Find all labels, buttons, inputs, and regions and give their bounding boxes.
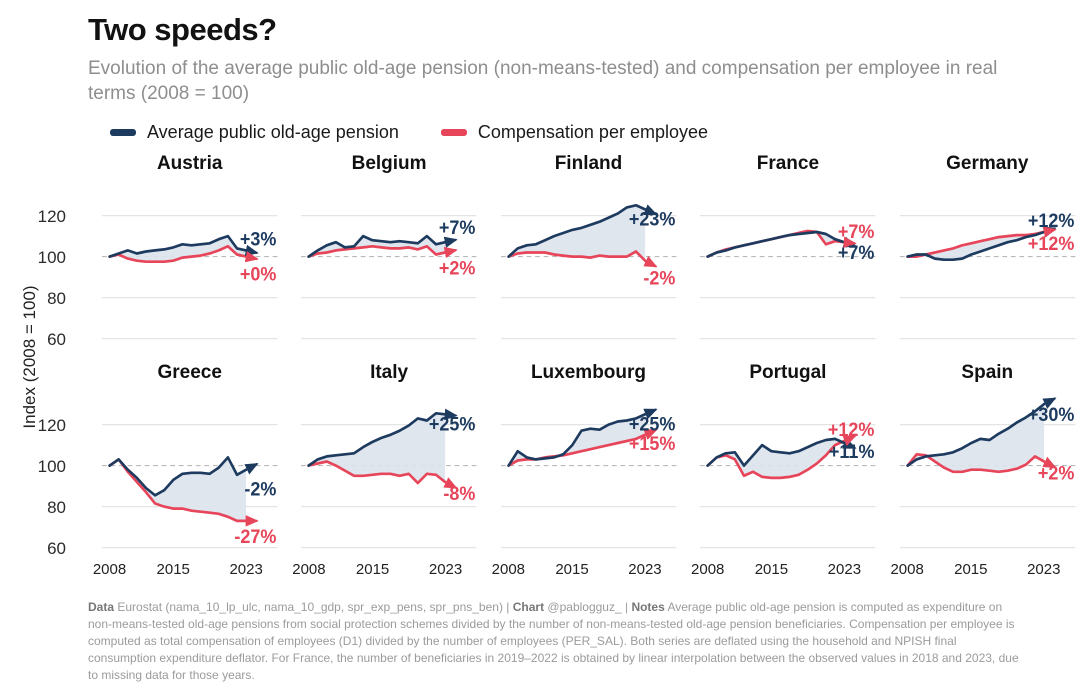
y-tick: 120	[37, 416, 66, 436]
panel-title: Italy	[370, 362, 409, 384]
panel-finland	[501, 153, 676, 346]
source-notes	[88, 599, 1020, 684]
svg-text:-8%: -8%	[443, 482, 476, 505]
chart-row-1	[22, 153, 1075, 350]
svg-text:+15%: +15%	[628, 432, 676, 455]
x-tick: 2015	[954, 561, 988, 579]
x-tick: 2015	[355, 561, 390, 579]
y-tick: 80	[47, 289, 66, 309]
panel-belgium	[301, 153, 476, 346]
x-tick: 2023	[428, 561, 463, 579]
panel-spain	[890, 362, 1075, 585]
svg-text:-2%: -2%	[643, 267, 676, 289]
x-tick: 2015	[156, 561, 190, 579]
svg-text:+12%: +12%	[828, 418, 875, 441]
legend	[110, 122, 1075, 143]
panel-title: Germany	[946, 153, 1029, 175]
x-tick: 2015	[754, 561, 789, 579]
x-tick: 2015	[555, 561, 589, 579]
svg-text:+12%: +12%	[1027, 232, 1075, 255]
panel-title: Luxembourg	[530, 362, 647, 384]
panel-title: Belgium	[351, 153, 427, 175]
footer-notes-text: Average public old-age pension is computed as expenditure on non-means-tested old-age pensions from social protection schemes divided by the number of non-means-tested old-age pension beneficiaries. Compensation per employee is computed as total compensation of employees (D1) divided by the number of employees (PER_SAL). Both series are deflated using the household and NPISH final consumption expenditure deflator. For France, the number of beneficiaries in 2019–2022 is obtained by linear interpolation between the observed values in 2018 and 2023, due to missing data for those years.	[88, 600, 1019, 683]
x-axis-labels	[491, 561, 676, 585]
x-tick: 2008	[292, 561, 326, 579]
svg-text:+12%: +12%	[1027, 209, 1075, 232]
x-tick: 2023	[229, 561, 263, 579]
x-tick: 2008	[691, 561, 725, 579]
svg-text:-27%: -27%	[234, 525, 277, 548]
x-tick: 2023	[827, 561, 862, 579]
x-axis-labels	[890, 561, 1075, 585]
legend-item-compensation	[441, 122, 708, 143]
panel-germany	[900, 153, 1075, 346]
panel-chart-belgium	[301, 191, 476, 346]
panel-austria	[102, 153, 277, 346]
chart-subtitle: Evolution of the average public old-age pension (non-means-tested) and compensation per employee in real terms (2008 = 100)	[88, 58, 998, 105]
svg-text:+7%: +7%	[838, 241, 875, 264]
y-tick: 100	[37, 248, 66, 268]
footer-chart-text: @pablogguz_ |	[544, 600, 632, 615]
panel-chart-finland	[501, 191, 676, 346]
y-tick: 100	[37, 457, 66, 477]
x-tick: 2008	[92, 561, 127, 579]
svg-text:+11%: +11%	[829, 440, 875, 463]
svg-text:+2%: +2%	[1037, 462, 1075, 484]
small-multiples-grid	[22, 153, 1075, 585]
y-tick: 80	[47, 498, 66, 518]
legend-label-compensation: Compensation per employee	[477, 122, 708, 143]
footer-notes-label: Notes	[631, 600, 665, 615]
footer-chart-label: Chart	[512, 600, 545, 615]
svg-text:+30%: +30%	[1027, 403, 1075, 426]
x-tick: 2008	[890, 561, 924, 579]
panel-greece	[92, 362, 277, 585]
x-axis-labels	[92, 561, 277, 585]
x-tick: 2008	[491, 561, 526, 579]
panel-title: Finland	[554, 153, 623, 175]
panel-chart-france	[700, 191, 875, 346]
x-tick: 2023	[628, 561, 662, 579]
y-axis-ticks-row1	[22, 153, 78, 350]
panel-chart-luxembourg	[501, 400, 676, 555]
y-tick: 60	[47, 330, 66, 350]
panel-chart-greece	[102, 400, 277, 555]
svg-text:+25%: +25%	[429, 413, 476, 435]
x-tick: 2023	[1027, 561, 1061, 579]
panel-france	[700, 153, 875, 346]
pension-line-swatch-icon	[110, 129, 136, 136]
svg-text:+2%: +2%	[439, 257, 476, 279]
footer-data-text: Eurostat (nama_10_lp_ulc, nama_10_gdp, spr_exp_pens, spr_pns_ben) |	[114, 600, 513, 615]
panel-chart-portugal	[700, 400, 875, 555]
y-tick: 120	[37, 207, 66, 227]
panel-title: Austria	[156, 153, 223, 175]
panel-italy	[292, 362, 476, 585]
y-axis-ticks-row2	[22, 362, 78, 559]
svg-text:+3%: +3%	[239, 228, 277, 250]
panel-portugal	[691, 362, 875, 585]
legend-item-pension	[110, 122, 399, 143]
svg-text:+0%: +0%	[239, 263, 277, 285]
svg-text:+7%: +7%	[439, 216, 476, 239]
panel-title: Portugal	[749, 362, 827, 384]
y-axis-title: Index (2008 = 100)	[20, 285, 39, 429]
x-axis-labels	[292, 561, 476, 585]
legend-label-pension: Average public old-age pension	[147, 122, 399, 143]
svg-text:-2%: -2%	[244, 478, 277, 500]
panel-chart-italy	[301, 400, 476, 555]
panel-title: France	[756, 153, 820, 175]
panel-chart-germany	[900, 191, 1075, 346]
svg-text:+25%: +25%	[628, 413, 676, 435]
panel-chart-austria	[102, 191, 277, 346]
panel-luxembourg	[491, 362, 676, 585]
svg-text:+7%: +7%	[838, 220, 875, 243]
panel-title: Greece	[157, 362, 222, 384]
svg-text:+23%: +23%	[628, 208, 676, 230]
page-title: Two speeds?	[88, 12, 277, 47]
x-axis-labels	[691, 561, 875, 585]
compensation-line-swatch-icon	[441, 129, 467, 136]
panel-chart-spain	[900, 400, 1075, 555]
footer-data-label: Data	[88, 600, 115, 615]
panel-title: Spain	[961, 362, 1014, 384]
y-tick: 60	[47, 539, 66, 559]
chart-row-2	[22, 362, 1075, 585]
